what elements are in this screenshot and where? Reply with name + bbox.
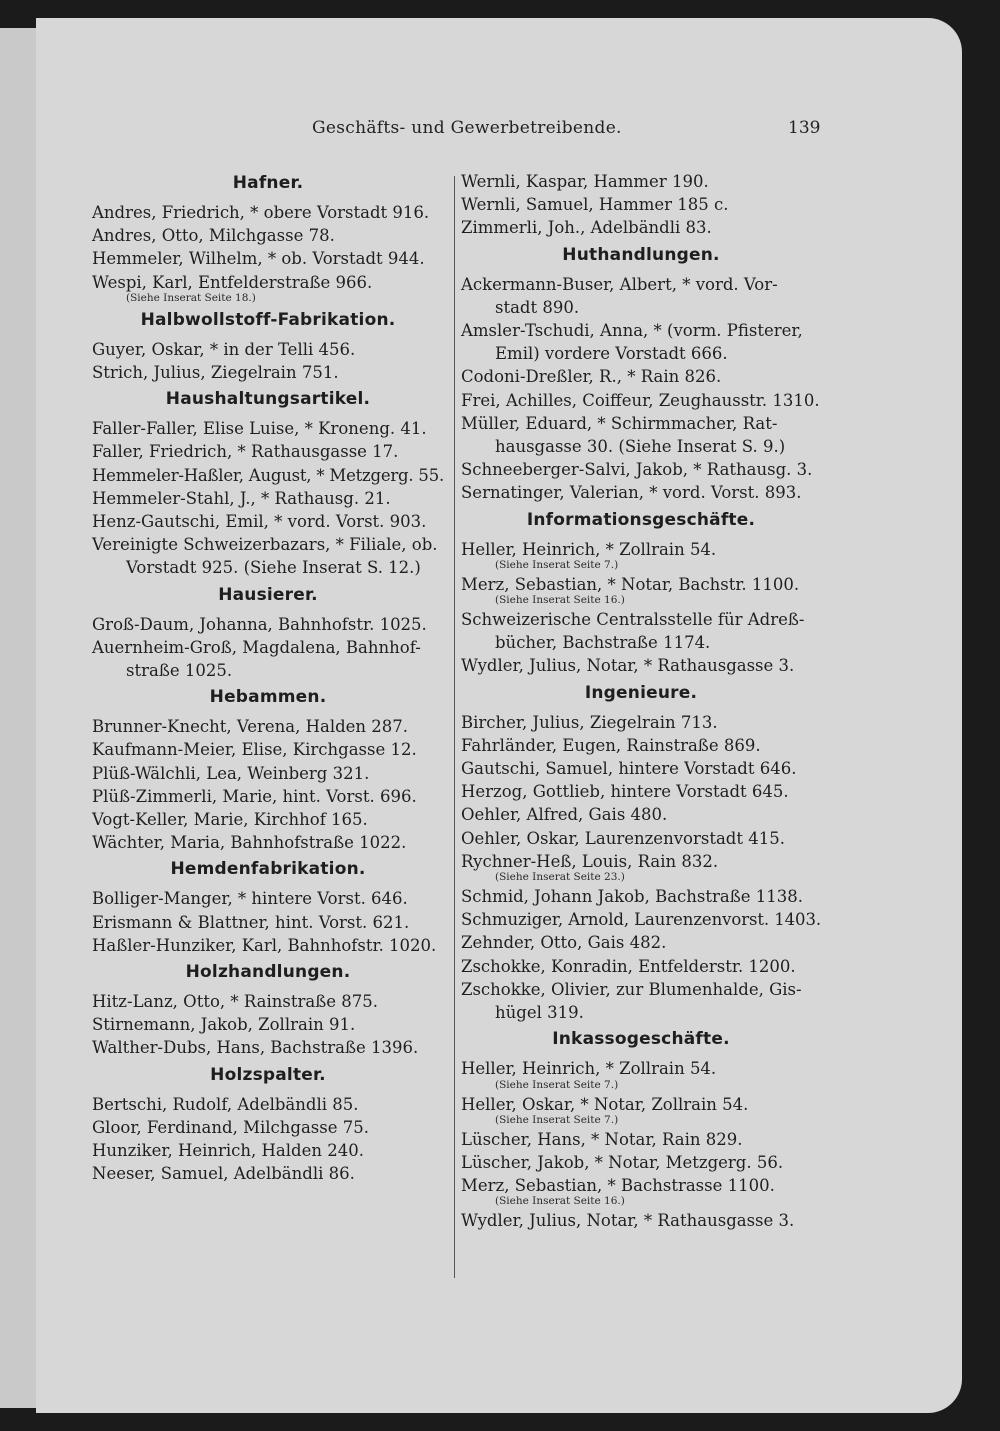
directory-entry: Hunziker, Heinrich, Halden 240.: [92, 1141, 364, 1161]
directory-entry: Zehnder, Otto, Gais 482.: [461, 933, 667, 953]
advert-reference-note: (Siehe Inserat Seite 16.): [495, 594, 625, 607]
right-column: [461, 170, 821, 1233]
entry-line: Vereinigte Schweizerbazars, * Filiale, ob.: [92, 535, 438, 555]
directory-entry: Gautschi, Samuel, hintere Vorstadt 646.: [461, 759, 797, 779]
directory-entry: Heller, Heinrich, * Zollrain 54.: [461, 539, 717, 559]
section-heading: Hemdenfabrikation.: [170, 859, 366, 880]
directory-entry: Hemmeler-Haßler, August, * Metzgerg. 55.: [92, 465, 444, 485]
directory-entry: Andres, Otto, Milchgasse 78.: [92, 226, 335, 246]
directory-entry: Andres, Friedrich, * obere Vorstadt 916.: [92, 203, 430, 222]
directory-entry: Faller-Faller, Elise Luise, * Kroneng. 41.: [92, 419, 427, 439]
running-title: Geschäfts- und Gewerbetreibende.: [312, 118, 622, 138]
directory-entry: Hitz-Lanz, Otto, * Rainstraße 875.: [92, 992, 379, 1012]
directory-entry: Haßler-Hunziker, Karl, Bahnhofstr. 1020.: [92, 935, 437, 955]
section-heading: Inkassogeschäfte.: [552, 1029, 730, 1050]
section-heading: Ingenieure.: [584, 682, 698, 703]
entry-line: Emil) vordere Vorstadt 666.: [495, 344, 728, 364]
directory-entry: Schneeberger-Salvi, Jakob, * Rathausg. 3.: [461, 460, 813, 480]
directory-entry: Oehler, Alfred, Gais 480.: [461, 805, 668, 825]
directory-entry: Hemmeler, Wilhelm, * ob. Vorstadt 944.: [92, 249, 425, 269]
directory-entry: Merz, Sebastian, * Bachstrasse 1100.: [461, 1176, 775, 1196]
entry-line: Vorstadt 925. (Siehe Inserat S. 12.): [126, 558, 421, 578]
directory-entry: Lüscher, Jakob, * Notar, Metzgerg. 56.: [461, 1152, 784, 1172]
entry-line: Auernheim-Groß, Magdalena, Bahnhof-: [92, 637, 421, 657]
directory-entry: Strich, Julius, Ziegelrain 751.: [92, 363, 339, 383]
directory-entry: Guyer, Oskar, * in der Telli 456.: [92, 339, 356, 359]
directory-entry: [92, 636, 444, 682]
section-heading: Hebammen.: [209, 687, 327, 708]
entry-line: straße 1025.: [126, 661, 233, 681]
directory-entry: Fahrländer, Eugen, Rainstraße 869.: [461, 735, 761, 755]
directory-entry: Wernli, Kaspar, Hammer 190.: [461, 172, 709, 191]
directory-section: [92, 170, 444, 305]
directory-entry: Rychner-Heß, Louis, Rain 832.: [461, 851, 719, 871]
directory-entry: Henz-Gautschi, Emil, * vord. Vorst. 903.: [92, 512, 427, 532]
directory-entry: Kaufmann-Meier, Elise, Kirchgasse 12.: [92, 740, 417, 760]
page-number: 139: [788, 118, 821, 138]
directory-entry: Wydler, Julius, Notar, * Rathausgasse 3.: [461, 656, 795, 676]
directory-section: [92, 307, 444, 384]
directory-entry: [461, 608, 821, 654]
directory-entry: Oehler, Oskar, Laurenzenvorstadt 415.: [461, 828, 785, 848]
directory-section: [92, 856, 444, 957]
directory-entry: Vogt-Keller, Marie, Kirchhof 165.: [92, 810, 368, 830]
directory-entry: Wächter, Maria, Bahnhofstraße 1022.: [92, 833, 407, 853]
directory-section: [461, 170, 821, 240]
directory-entry: Bolliger-Manger, * hintere Vorst. 646.: [92, 889, 408, 909]
directory-entry: Faller, Friedrich, * Rathausgasse 17.: [92, 442, 399, 462]
directory-section: [92, 684, 444, 854]
directory-entry: Bertschi, Rudolf, Adelbändli 85.: [92, 1094, 359, 1114]
directory-section: [92, 959, 444, 1060]
directory-entry: [92, 533, 444, 579]
directory-section: [461, 1026, 821, 1232]
left-column: [92, 170, 444, 1186]
section-heading: Hafner.: [232, 173, 304, 193]
directory-entry: Schmuziger, Arnold, Laurenzenvorst. 1403.: [461, 910, 821, 930]
section-heading: Holzspalter.: [210, 1064, 326, 1085]
advert-reference-note: (Siehe Inserat Seite 7.): [495, 558, 619, 571]
directory-entry: [461, 978, 821, 1024]
entry-line: hügel 319.: [495, 1003, 584, 1023]
section-heading: Hausierer.: [218, 584, 318, 605]
entry-line: hausgasse 30. (Siehe Inserat S. 9.): [495, 437, 786, 457]
directory-entry: [461, 273, 821, 319]
entry-line: Zschokke, Olivier, zur Blumenhalde, Gis-: [461, 979, 802, 999]
directory-entry: Erismann & Blattner, hint. Vorst. 621.: [92, 912, 410, 932]
directory-entry: Neeser, Samuel, Adelbändli 86.: [92, 1164, 355, 1184]
directory-entry: Wydler, Julius, Notar, * Rathausgasse 3.: [461, 1211, 795, 1231]
directory-entry: Gloor, Ferdinand, Milchgasse 75.: [92, 1117, 369, 1137]
entry-line: Müller, Eduard, * Schirmmacher, Rat-: [461, 413, 778, 433]
section-heading: Huthandlungen.: [562, 244, 720, 265]
directory-section: [461, 680, 821, 1025]
directory-entry: Lüscher, Hans, * Notar, Rain 829.: [461, 1129, 743, 1149]
directory-entry: Zimmerli, Joh., Adelbändli 83.: [461, 218, 712, 238]
advert-reference-note: (Siehe Inserat Seite 18.): [126, 291, 256, 304]
directory-entry: Wernli, Samuel, Hammer 185 c.: [461, 195, 729, 215]
directory-entry: Wespi, Karl, Entfelderstraße 966.: [92, 272, 373, 292]
directory-entry: Hemmeler-Stahl, J., * Rathausg. 21.: [92, 488, 391, 508]
running-header: [36, 118, 962, 142]
section-heading: Informationsgeschäfte.: [526, 509, 756, 530]
directory-entry: Zschokke, Konradin, Entfelderstr. 1200.: [461, 956, 796, 976]
directory-entry: Stirnemann, Jakob, Zollrain 91.: [92, 1015, 356, 1035]
section-heading: Holzhandlungen.: [185, 962, 351, 983]
adjacent-page-edge: [0, 28, 38, 1408]
column-divider: [454, 176, 455, 1278]
directory-entry: Bircher, Julius, Ziegelrain 713.: [461, 712, 718, 732]
directory-entry: Codoni-Dreßler, R., * Rain 826.: [461, 367, 722, 387]
advert-reference-note: (Siehe Inserat Seite 16.): [495, 1195, 625, 1208]
directory-section: [92, 1062, 444, 1186]
directory-section: [92, 386, 444, 579]
directory-entry: Herzog, Gottlieb, hintere Vorstadt 645.: [461, 782, 789, 802]
advert-reference-note: (Siehe Inserat Seite 7.): [495, 1078, 619, 1091]
directory-entry: Brunner-Knecht, Verena, Halden 287.: [92, 717, 409, 737]
section-heading: Haushaltungsartikel.: [165, 389, 371, 410]
directory-entry: Merz, Sebastian, * Notar, Bachstr. 1100.: [461, 574, 800, 594]
section-heading: Halbwollstoff-Fabrikation.: [140, 309, 396, 330]
entry-line: Ackermann-Buser, Albert, * vord. Vor-: [461, 274, 778, 294]
directory-entry: [461, 319, 821, 365]
directory-entry: Heller, Heinrich, * Zollrain 54.: [461, 1059, 717, 1079]
directory-entry: Sernatinger, Valerian, * vord. Vorst. 893.: [461, 483, 802, 503]
advert-reference-note: (Siehe Inserat Seite 7.): [495, 1113, 619, 1126]
directory-entry: Plüß-Wälchli, Lea, Weinberg 321.: [92, 763, 370, 783]
entry-line: bücher, Bachstraße 1174.: [495, 633, 711, 653]
directory-section: [461, 507, 821, 678]
directory-entry: Frei, Achilles, Coiffeur, Zeughausstr. 1310.: [461, 390, 820, 410]
book-page: [36, 18, 962, 1413]
entry-line: Schweizerische Centralsstelle für Adreß-: [461, 610, 805, 630]
entry-line: stadt 890.: [495, 297, 580, 317]
directory-entry: Groß-Daum, Johanna, Bahnhofstr. 1025.: [92, 614, 427, 634]
directory-entry: Schmid, Johann Jakob, Bachstraße 1138.: [461, 887, 804, 907]
directory-section: [92, 582, 444, 683]
directory-entry: Heller, Oskar, * Notar, Zollrain 54.: [461, 1094, 749, 1114]
directory-entry: Plüß-Zimmerli, Marie, hint. Vorst. 696.: [92, 786, 417, 806]
entry-line: Amsler-Tschudi, Anna, * (vorm. Pfisterer,: [461, 321, 803, 341]
advert-reference-note: (Siehe Inserat Seite 23.): [495, 871, 625, 884]
directory-section: [461, 242, 821, 505]
directory-entry: Walther-Dubs, Hans, Bachstraße 1396.: [92, 1038, 419, 1058]
directory-entry: [461, 412, 821, 458]
